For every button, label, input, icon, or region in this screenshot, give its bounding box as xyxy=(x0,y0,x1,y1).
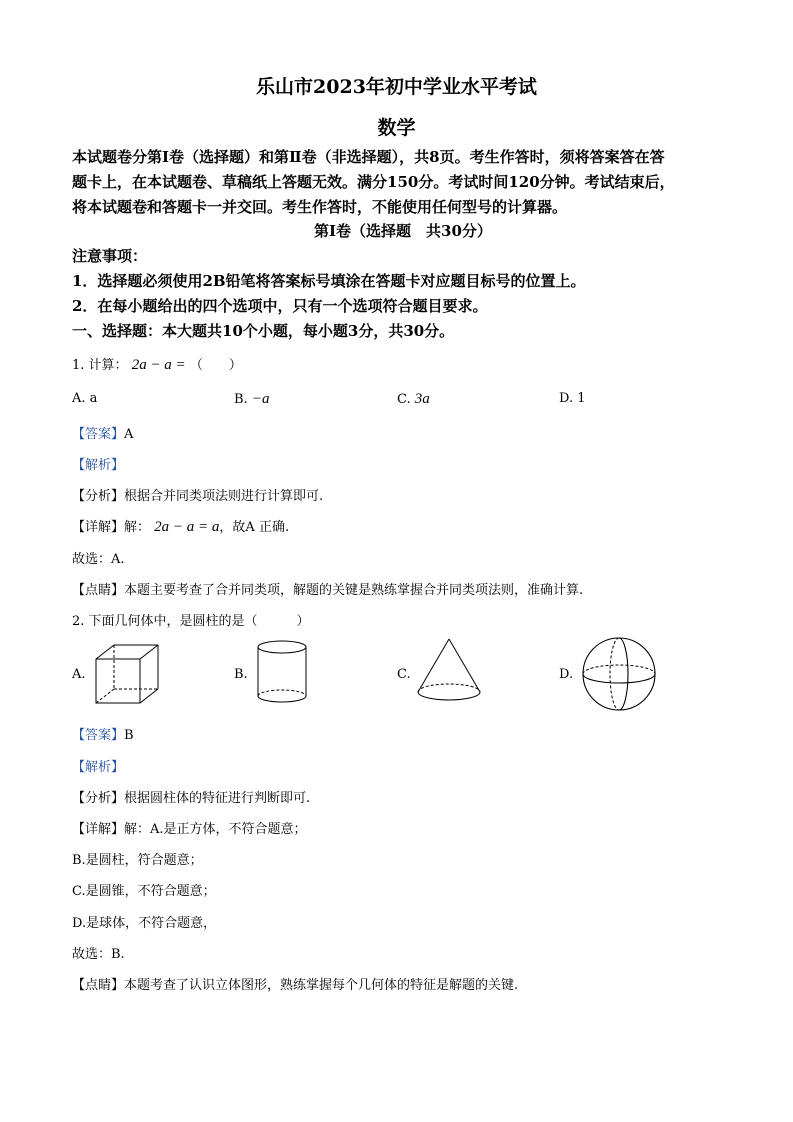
q2-detail xyxy=(72,818,307,837)
sphere-figure xyxy=(581,636,657,712)
intro-line-3: 将本试题卷和答题卡一并交回。考生作答时，不能使用任何型号的计算器。 xyxy=(72,198,568,216)
q2-detail-text: 解：A.是正方体，不符合题意； xyxy=(124,822,307,837)
analysis-tag: 【解析】 xyxy=(72,760,125,775)
q1-comment xyxy=(72,579,583,598)
intro-line-2: 题卡上，在本试题卷、草稿纸上答题无效。满分150分。考试时间120分钟。考试结束后， xyxy=(72,173,675,191)
fenxi-tag: 【分析】 xyxy=(72,791,125,806)
q1-detail-suffix: ，故A 正确. xyxy=(219,520,290,535)
q2-fenxi-text: 根据圆柱体的特征进行判断即可. xyxy=(124,791,311,806)
q1-fenxi xyxy=(72,485,323,504)
q1-detail-prefix: 解： xyxy=(124,520,151,535)
cube-figure xyxy=(92,642,162,706)
fenxi-tag: 【分析】 xyxy=(72,489,125,504)
q1-option-c-math: 3a xyxy=(414,391,430,407)
part1-heading: 第I卷（选择题 共30分） xyxy=(314,222,492,240)
q1-prefix: 1. 计算： xyxy=(72,358,128,373)
q1-analysis xyxy=(72,454,124,473)
analysis-tag: 【解析】 xyxy=(72,458,125,473)
note-2: 2．在每小题给出的四个选项中，只有一个选项符合题目要求。 xyxy=(72,297,488,315)
detail-tag: 【详解】 xyxy=(72,822,125,837)
q2-option-d: D. xyxy=(559,667,574,682)
q1-detail xyxy=(72,516,289,536)
q1-stem xyxy=(72,354,242,374)
q1-choose: 故选：A. xyxy=(72,552,125,567)
cone-figure xyxy=(414,636,484,706)
exam-title: 乐山市2023年初中学业水平考试 xyxy=(256,76,537,98)
notes-title: 注意事项： xyxy=(72,247,148,265)
q2-option-a: A. xyxy=(72,667,86,682)
q1-option-b-math: −a xyxy=(251,391,270,407)
q2-comment xyxy=(72,974,518,993)
note-1: 1．选择题必须使用2B铅笔将答案标号填涂在答题卡对应题目标号的位置上。 xyxy=(72,272,586,290)
q1-option-b-label: B. xyxy=(234,392,248,407)
q2-option-b: B. xyxy=(234,667,248,682)
q1-answer xyxy=(72,423,133,442)
answer-tag: 【答案】 xyxy=(72,427,125,442)
q1-detail-expression: 2a − a = a xyxy=(154,519,220,535)
q2-choose: 故选：B. xyxy=(72,947,125,962)
q2-line-c: C.是圆锥，不符合题意； xyxy=(72,884,216,899)
q1-option-a: A. a xyxy=(72,391,98,406)
q2-answer xyxy=(72,724,134,743)
q1-answer-value: A xyxy=(124,427,134,442)
q1-paren: （ ） xyxy=(189,358,242,373)
q2-line-b: B.是圆柱，符合题意； xyxy=(72,853,203,868)
q1-expression: 2a − a = xyxy=(131,357,186,373)
section-heading: 一、选择题：本大题共10个小题，每小题3分，共30分。 xyxy=(72,322,455,340)
q1-option-c-label: C. xyxy=(397,392,411,407)
q2-stem: 2. 下面几何体中，是圆柱的是（ ） xyxy=(72,614,310,629)
answer-tag: 【答案】 xyxy=(72,728,125,743)
q1-fenxi-text: 根据合并同类项法则进行计算即可. xyxy=(124,489,324,504)
comment-tag: 【点睛】 xyxy=(72,583,125,598)
comment-tag: 【点睛】 xyxy=(72,978,125,993)
cylinder-figure xyxy=(254,638,310,706)
q1-option-d: D. 1 xyxy=(559,391,586,406)
q2-option-c: C. xyxy=(397,667,411,682)
q1-comment-text: 本题主要考查了合并同类项，解题的关键是熟练掌握合并同类项法则，准确计算. xyxy=(124,583,584,598)
intro-line-1: 本试题卷分第I卷（选择题）和第Ⅱ卷（非选择题），共8页。考生作答时，须将答案答在答 xyxy=(72,148,665,166)
detail-tag: 【详解】 xyxy=(72,520,125,535)
subject-title: 数学 xyxy=(377,117,416,139)
q2-analysis xyxy=(72,756,124,775)
q1-option-b xyxy=(234,391,269,408)
q2-answer-value: B xyxy=(124,728,134,743)
q1-option-c xyxy=(397,391,430,408)
q2-line-d: D.是球体，不符合题意， xyxy=(72,916,217,931)
q2-fenxi xyxy=(72,787,310,806)
q2-comment-text: 本题考查了认识立体图形，熟练掌握每个几何体的特征是解题的关键. xyxy=(124,978,519,993)
